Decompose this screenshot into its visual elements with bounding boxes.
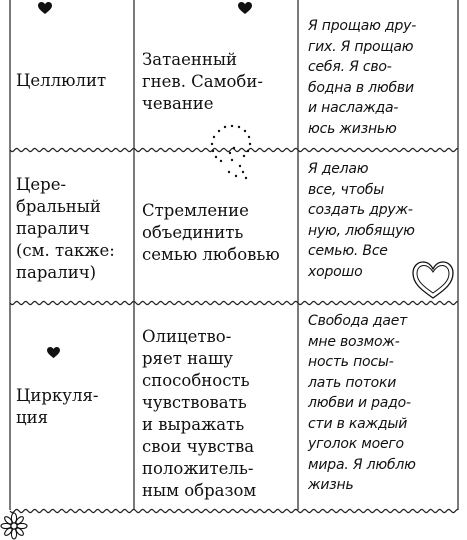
text-line: Циркуля-	[16, 386, 99, 405]
text-line: Целлюлит	[16, 71, 107, 90]
text-line: свои чувства	[142, 437, 255, 456]
text-line: Олицетво-	[142, 327, 232, 346]
text-line: себя. Я сво-	[308, 59, 392, 75]
text-line: создать друж-	[308, 202, 413, 218]
text-line: и выражать	[142, 415, 245, 434]
text-line: все, чтобы	[308, 181, 385, 198]
text-line: (см. также:	[16, 241, 115, 260]
text-line: и наслажда-	[308, 100, 399, 116]
text-line: ным образом	[142, 481, 257, 500]
row3-affirmation	[302, 311, 457, 496]
text-line: ную, любящую	[308, 222, 415, 239]
row1-affirmation	[302, 16, 457, 139]
heart-icon	[38, 2, 52, 15]
text-line: хорошо	[308, 263, 363, 280]
row3-problem	[10, 385, 130, 429]
text-line: бодна в любви	[308, 79, 414, 96]
row3-cause	[136, 326, 296, 502]
text-line: юсь жизнью	[308, 120, 397, 137]
text-line: уголок моего	[308, 436, 404, 452]
text-line: бральный	[16, 197, 101, 216]
text-line: способность	[142, 371, 250, 390]
text-line: мне возмож-	[308, 333, 400, 350]
text-line: Свобода дает	[308, 313, 408, 329]
text-line: Я прощаю дру-	[308, 18, 417, 34]
text-line: чевание	[142, 94, 214, 113]
text-line: объединить	[142, 223, 244, 242]
text-line: паралич)	[16, 263, 97, 282]
text-line: Цере-	[16, 175, 67, 194]
text-line: жизнь	[308, 477, 354, 493]
text-line: Я делаю	[308, 161, 369, 177]
text-line: любви и радо-	[308, 395, 411, 411]
text-line: семью любовью	[142, 245, 280, 264]
heart-outline-icon	[410, 258, 456, 302]
text-line: ряет нашу	[142, 349, 233, 368]
row2-problem	[10, 174, 130, 284]
heart-icon	[238, 2, 252, 15]
text-line: гнев. Самоби-	[142, 72, 263, 91]
text-line: семью. Все	[308, 243, 388, 259]
text-line: положитель-	[142, 459, 254, 478]
text-line: лать потоки	[308, 374, 397, 391]
row1-problem	[10, 70, 130, 92]
text-line: чувствовать	[142, 393, 247, 412]
dotted-swirl-icon	[206, 122, 258, 184]
text-line: гих. Я прощаю	[308, 38, 414, 55]
text-line: ция	[16, 408, 49, 427]
text-line: Затаенный	[142, 50, 237, 69]
text-line: Стремление	[142, 201, 249, 220]
text-line: мира. Я люблю	[308, 456, 416, 473]
row2-cause	[136, 200, 296, 266]
text-line: сти в каждый	[308, 415, 408, 432]
text-line: ность посы-	[308, 354, 394, 370]
heart-icon	[47, 347, 60, 359]
row1-cause	[136, 49, 296, 115]
text-line: паралич	[16, 219, 90, 238]
flower-icon	[0, 512, 28, 540]
